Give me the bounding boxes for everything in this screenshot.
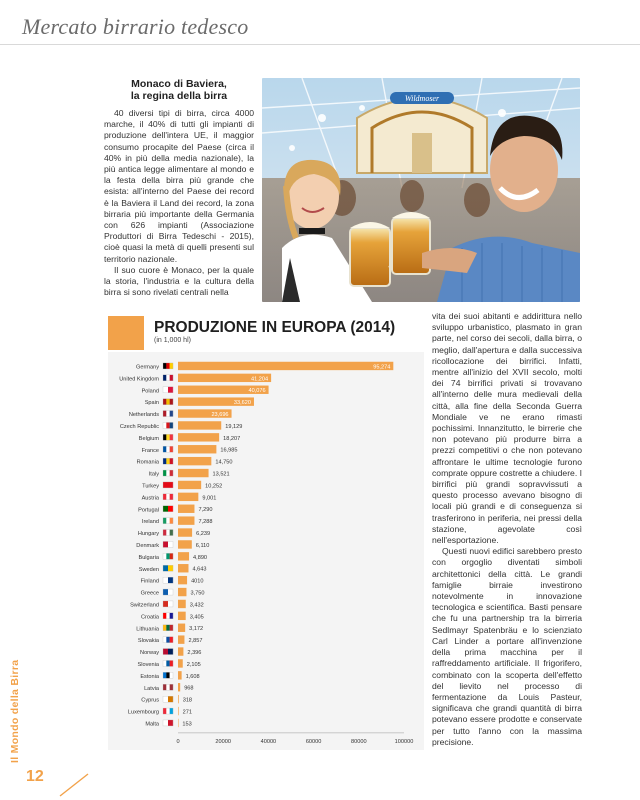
category-label: Czech Republic [119, 423, 159, 430]
category-label: Greece [140, 590, 159, 597]
beer-production-chart [108, 316, 424, 750]
category-label: Lithuania [136, 626, 159, 633]
bar-value-label: 4,643 [192, 566, 207, 573]
intro-body [104, 108, 254, 298]
category-label: Belgium [138, 435, 159, 442]
x-tick-label: 40000 [260, 738, 277, 745]
category-label: Norway [140, 650, 159, 657]
flag-stripe [170, 660, 173, 666]
flag-stripe [163, 625, 166, 631]
category-label: Poland [141, 388, 159, 395]
bar-value-label: 3,750 [190, 590, 205, 597]
x-tick-label: 20000 [215, 738, 231, 745]
category-label: Sweden [138, 566, 159, 573]
intro-column [104, 78, 254, 298]
bar-value-label: 13,521 [212, 471, 230, 478]
bar-value-label: 271 [182, 709, 192, 716]
flag-stripe [168, 649, 173, 655]
flag-stripe [170, 434, 173, 440]
flag-stripe [163, 506, 168, 512]
flag-stripe [163, 708, 166, 714]
flag-stripe [163, 601, 168, 607]
oktoberfest-photo [262, 78, 580, 302]
flag-stripe [163, 446, 166, 452]
flag-stripe [170, 672, 173, 678]
category-label: Bulgaria [138, 554, 159, 561]
flag-stripe [170, 530, 173, 536]
bar-value-label: 318 [182, 697, 193, 704]
flag-stripe [166, 494, 169, 500]
flag-stripe [170, 458, 173, 464]
bar [178, 362, 393, 370]
bar [178, 433, 219, 441]
bar-value-label: 10,252 [205, 483, 223, 490]
intro-heading [104, 78, 254, 102]
flag-stripe [163, 422, 166, 428]
chart-svg [108, 352, 424, 750]
flag-stripe [166, 672, 169, 678]
bar [178, 659, 183, 667]
flag-stripe [170, 470, 173, 476]
bar [178, 564, 188, 572]
flag-stripe [163, 553, 166, 559]
bar [178, 505, 194, 513]
bar-value-label: 14,750 [215, 459, 233, 466]
bar [178, 635, 184, 643]
flag-stripe [170, 625, 173, 631]
bar [178, 528, 192, 536]
bar-value-label: 33,620 [233, 400, 251, 407]
x-tick-label: 80000 [351, 738, 367, 745]
flag-stripe [166, 625, 169, 631]
flag-stripe [168, 577, 173, 583]
category-label: Estonia [140, 673, 159, 680]
bar-value-label: 3,172 [189, 626, 204, 633]
flag-stripe [163, 434, 166, 440]
flag-stripe [168, 482, 173, 488]
intro-heading-line2: la regina della birra [130, 90, 228, 102]
bar-value-label: 19,129 [225, 423, 243, 430]
bar-value-label: 2,105 [186, 661, 201, 668]
flag-stripe [170, 446, 173, 452]
category-label: Slovakia [137, 638, 159, 645]
category-label: Luxembourg [127, 709, 159, 716]
bar [178, 671, 182, 679]
flag-stripe [163, 684, 166, 690]
flag-stripe [166, 518, 169, 524]
flag-stripe [163, 363, 166, 369]
bar [178, 469, 209, 477]
chart-title: PRODUZIONE IN EUROPA (2014) [154, 319, 396, 336]
flag-stripe [163, 375, 166, 381]
flag-stripe [163, 482, 168, 488]
bar-value-label: 95,274 [373, 364, 391, 371]
bar [178, 457, 211, 465]
flag-stripe [166, 446, 169, 452]
bar-value-label: 23,696 [211, 411, 229, 418]
bar [178, 576, 187, 584]
flag-stripe [170, 422, 173, 428]
category-label: Croatia [140, 614, 159, 621]
bar [178, 683, 180, 691]
flag-stripe [166, 411, 169, 417]
bar-value-label: 7,290 [198, 507, 213, 514]
flag-stripe [163, 672, 166, 678]
bar-value-label: 16,985 [220, 447, 238, 454]
right-column-body [432, 311, 582, 748]
flag-stripe [163, 411, 166, 417]
flag-stripe [170, 363, 173, 369]
flag-stripe [163, 518, 166, 524]
flag-stripe [163, 660, 166, 666]
flag-stripe [163, 649, 168, 655]
flag-stripe [170, 518, 173, 524]
right-column [432, 311, 582, 748]
flag-stripe [166, 422, 169, 428]
category-label: Latvia [144, 685, 159, 692]
category-label: Slovenia [137, 661, 159, 668]
flag-stripe [166, 530, 169, 536]
right-paragraph: vita dei suoi abitanti e addirittura nello sviluppo urbanistico, plasmato in gran parte, nel corso dei secoli, dalla birra, o meglio, dall'apertura e dalla successiva ricollocazione dei birrifici. Infatti, mentre all'inizio del XVII secolo, molti dei 74 birrifici privati si trovavano all'interno delle mura medievali della città, alla fine della Seconda Guerra Mondiale ve ne erano rimasti pochissimi. Innanzitutto, le birrerie che non potevano più produrre birra a prezzi competitivi o che non potevano affrontare le ultime tecnologie furono comprate oppure costrette a chiudere. I birrifici più grandi sopravvissuti a questo processo avevano bisogno di locali più grandi e di conseguenza si trasferirono in periferia, nei pressi della stazione, agevolate così nell'esportazione. [432, 311, 582, 546]
flag-stripe [163, 589, 168, 595]
bar [178, 695, 179, 703]
bar [178, 647, 183, 655]
page-number: 12 [26, 768, 44, 785]
bar-value-label: 968 [184, 685, 194, 692]
tent-banner-text: Wildmoser [404, 94, 440, 103]
flag-stripe [166, 458, 169, 464]
page-header-title: Mercato birrario tedesco [22, 14, 249, 39]
bar [178, 516, 194, 524]
flag-stripe [166, 434, 169, 440]
flag-stripe [166, 399, 169, 405]
flag-stripe [163, 458, 166, 464]
bar-value-label: 3,405 [189, 614, 204, 621]
bar-value-label: 2,857 [188, 638, 203, 645]
flag-stripe [166, 363, 169, 369]
intro-paragraph: 40 diversi tipi di birra, circa 4000 marche, il 40% di tutti gli impianti di produzione dell'intera UE, il maggior consumo procapite del Paese (circa il 40% in più della media nazionale), la più antica legge alimentare al mondo e la festa della birra più grande che esista: all'interno del Paese dei record è la Baviera il Land dei record, la zona birraria più importante della Germania con 626 impianti (Associazione Produttori di Birra Tedeschi - 2015), cioè quasi la metà di quelli presenti sul territorio nazionale. [104, 108, 254, 264]
flag-stripe [163, 470, 166, 476]
flag-stripe [168, 601, 173, 607]
flag-stripe [163, 494, 166, 500]
flag-stripe [168, 720, 173, 726]
category-label: Finland [140, 578, 159, 585]
bar-value-label: 6,239 [196, 530, 211, 537]
category-label: Germany [135, 364, 159, 371]
flag-stripe [163, 399, 166, 405]
right-paragraph: Questi nuovi edifici sarebbero presto con orgoglio diventati simboli architettonici della città. Le grandi famiglie birraie investirono notevolmente in innovazione tecnologica e scientifica. Basti pensare che fu una partnership tra la birreria Sedlmayr Spatenbräu e lo scienziato Carl Linder a portare all'invenzione della prima macchina per il raffreddamento artificiale. Il frigorifero, combinato con la scoperta dell'effetto del lievito nel processo di fermentazione da Louis Pasteur, significava che grandi quantità di birra potevano essere prodotte e conservate per tutto l'anno con la massima precisione. [432, 546, 582, 747]
bar-value-label: 40,076 [248, 388, 266, 395]
bar-value-label: 7,288 [198, 519, 213, 526]
photo-illustration [262, 78, 580, 302]
category-label: Switzerland [130, 602, 159, 609]
flag-stripe [170, 494, 173, 500]
flag-stripe [170, 637, 173, 643]
chart-unit-label: (in 1,000 hl) [154, 337, 191, 344]
flag-stripe [166, 660, 169, 666]
category-label: Denmark [136, 542, 159, 549]
category-label: Romania [136, 459, 159, 466]
category-label: Portugal [138, 507, 159, 514]
flag-stripe [163, 530, 166, 536]
flag-stripe [163, 696, 168, 702]
category-label: Spain [144, 400, 159, 407]
x-tick-label: 60000 [305, 738, 322, 745]
bar [178, 707, 179, 715]
bar [178, 612, 186, 620]
category-label: United Kingdom [119, 376, 159, 383]
category-label: Turkey [142, 483, 159, 490]
bar [178, 421, 221, 429]
flag-stripe [168, 387, 173, 393]
publication-name: Il Mondo della Birra [9, 659, 21, 763]
bar-value-label: 153 [182, 721, 192, 728]
bar [178, 445, 216, 453]
bar-value-label: 4010 [191, 578, 204, 585]
flag-stripe [163, 577, 168, 583]
x-tick-label: 100000 [394, 738, 414, 745]
bar [178, 481, 201, 489]
bar-value-label: 3,432 [189, 602, 204, 609]
bar-value-label: 9,001 [202, 495, 217, 502]
bar [178, 552, 189, 560]
flag-stripe [170, 411, 173, 417]
category-label: Hungary [137, 531, 159, 538]
intro-heading-line1: Monaco di Baviera, [131, 78, 227, 90]
flag-stripe [166, 637, 169, 643]
category-label: Malta [145, 721, 159, 728]
flag-stripe [163, 387, 168, 393]
bar [178, 600, 186, 608]
chart-accent-tab [108, 316, 144, 350]
flag-stripe [166, 613, 169, 619]
bar [178, 493, 198, 501]
flag-stripe [168, 541, 173, 547]
flag-stripe [168, 589, 173, 595]
category-label: Italy [148, 471, 159, 478]
flag-stripe [168, 565, 173, 571]
flag-stripe [170, 375, 173, 381]
flag-stripe [166, 470, 169, 476]
bar-value-label: 2,396 [187, 649, 202, 656]
bar-value-label: 6,110 [195, 542, 210, 549]
bar [178, 540, 192, 548]
flag-stripe [166, 375, 169, 381]
flag-stripe [163, 637, 166, 643]
bar-value-label: 41,204 [251, 376, 269, 383]
flag-stripe [170, 399, 173, 405]
header-divider [0, 44, 640, 45]
flag-stripe [163, 613, 166, 619]
flag-stripe [163, 565, 168, 571]
bar [178, 588, 186, 596]
bar-value-label: 1,608 [185, 673, 200, 680]
flag-stripe [170, 553, 173, 559]
flag-stripe [170, 613, 173, 619]
category-label: Cyprus [141, 697, 159, 704]
spine-label [0, 650, 22, 770]
flag-stripe [166, 708, 169, 714]
bar-value-label: 4,890 [193, 554, 208, 561]
category-label: Netherlands [128, 412, 159, 419]
flag-stripe [168, 696, 173, 702]
x-tick-label: 0 [176, 738, 180, 745]
flag-stripe [163, 541, 168, 547]
flag-stripe [163, 720, 168, 726]
bar-value-label: 18,207 [223, 435, 241, 442]
bar [178, 719, 179, 727]
flag-stripe [166, 553, 169, 559]
flag-stripe [166, 684, 169, 690]
category-label: Ireland [141, 519, 159, 526]
category-label: Austria [141, 495, 159, 502]
chart-plot-area [108, 352, 424, 750]
category-label: France [141, 447, 159, 454]
page-number-slash [56, 772, 96, 798]
flag-stripe [170, 684, 173, 690]
bar [178, 624, 185, 632]
flag-stripe [170, 708, 173, 714]
flag-stripe [168, 506, 173, 512]
intro-paragraph: Il suo cuore è Monaco, per la quale la storia, l'industria e la cultura della birra si sono rivelati centrali nella [104, 264, 254, 298]
